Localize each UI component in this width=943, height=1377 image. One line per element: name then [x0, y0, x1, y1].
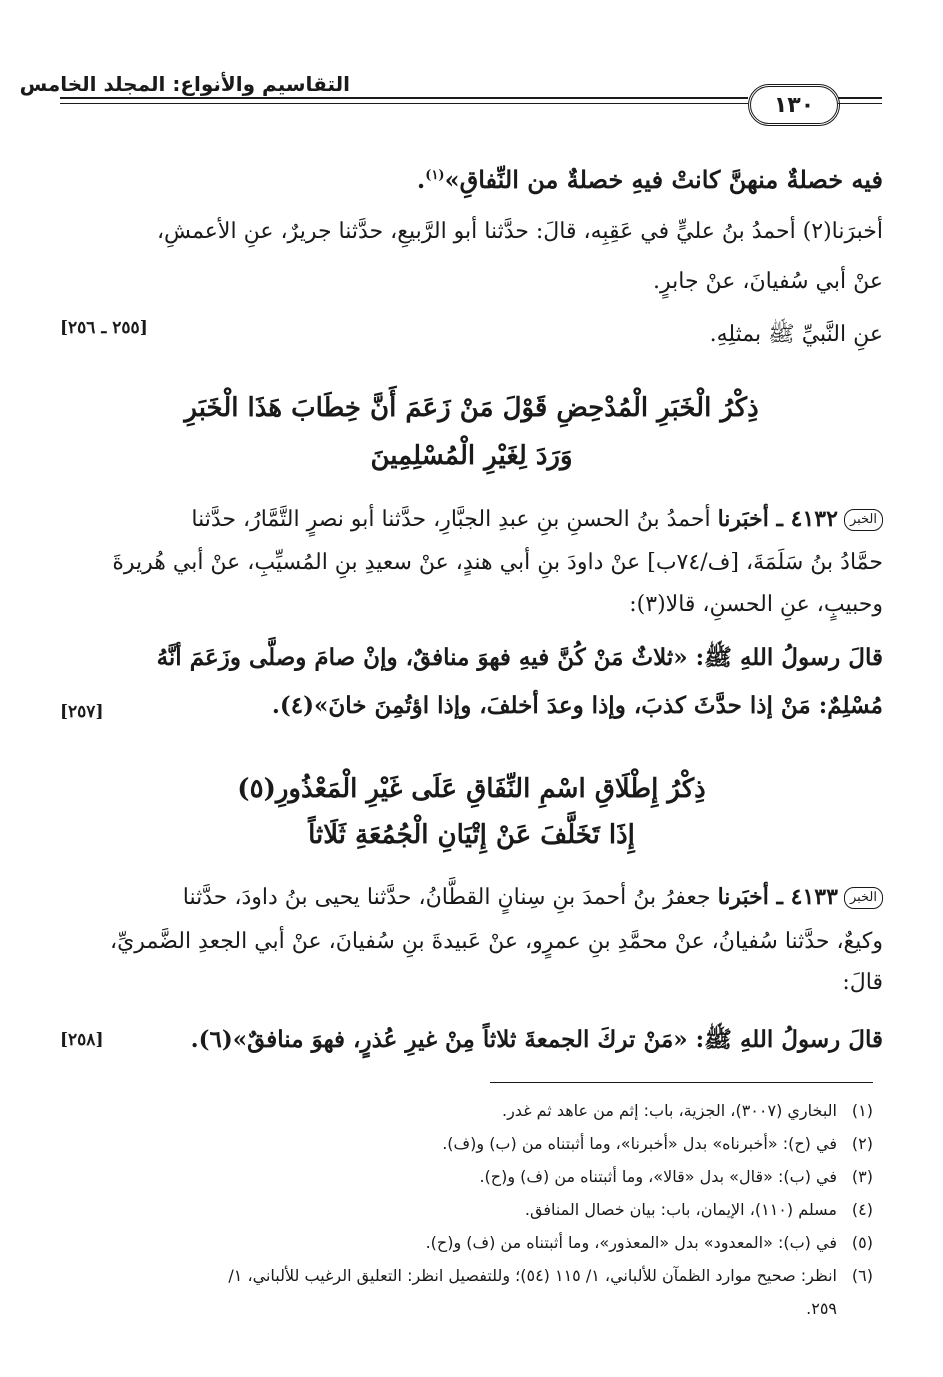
footnote-text: في (ح): «أخبرناه» بدل «أخبرنا»، وما أثبتناه من (ب) و(ف).: [442, 1134, 837, 1153]
section-heading: وَرَدَ لِغَيْرِ الْمُسْلِمِينَ: [370, 441, 573, 471]
footnote-number: (٤): [851, 1200, 873, 1219]
hadith-number: ٤١٣٣ ـ أخبَرنا: [717, 884, 838, 910]
header-rule-top: [60, 97, 748, 99]
footnote: [60, 1127, 873, 1160]
footnote: [60, 1226, 873, 1259]
continuation-text: فيه خصلةٌ منهنَّ كانتْ فيهِ خصلةٌ من النِّفاقِ»: [444, 165, 883, 194]
hadith-reference: [٢٥٧]: [60, 702, 104, 722]
footnote: [60, 1193, 873, 1226]
hadith-reference: [٢٥٥ ـ ٢٥٦]: [60, 318, 148, 338]
matn-line: عنِ النَّبيِّ ﷺ بمثلِهِ.: [709, 322, 883, 347]
hadith-isnad-line: قالَ:: [842, 970, 883, 995]
isnad-line: عنْ أبي سُفيانَ، عنْ جابرٍ.: [652, 269, 883, 294]
hadith-isnad-text: جعفرُ بنُ أحمدَ بنِ سِنانٍ القطَّانُ، حدَّثنا يحيى بنُ داودَ، حدَّثنا: [182, 885, 711, 910]
hadith-matn-line: مُسْلِمٌ: مَنْ إذا حدَّثَ كذبَ، وإذا وعدَ أخلفَ، وإذا اؤتُمِنَ خانَ»(٤).: [271, 692, 883, 719]
hadith-number: ٤١٣٢ ـ أخبَرنا: [717, 506, 838, 532]
hadith-isnad-line: وكيعٌ، حدَّثنا سُفيانُ، عنْ محمَّدِ بنِ عمرٍو، عنْ عَبيدةَ بنِ سُفيانَ، عنْ أبي الجعدِ الضَّمريِّ،: [109, 929, 883, 954]
header-rule-right-top: [838, 97, 882, 99]
footnote-text: انظر: صحيح موارد الظمآن للألباني، ١/ ١١٥ (٥٤)؛ وللتفصيل انظر: التعليق الرغيب للألباني، ١/: [228, 1266, 837, 1285]
footnote-text: مسلم (١١٠)، الإيمان، باب: بيان خصال المنافق.: [524, 1200, 837, 1219]
hadith-isnad-line: [60, 500, 883, 539]
footnote-separator: [490, 1082, 873, 1083]
section-heading: إِذَا تَخَلَّفَ عَنْ إِتْيَانِ الْجُمُعَةِ ثَلَاثاً: [308, 820, 635, 850]
hadith-isnad-line: [60, 878, 883, 917]
footnote-text: في (ب): «قال» بدل «قالا»، وما أثبتناه من (ف) و(ح).: [479, 1167, 837, 1186]
khabar-badge-icon: الخبر: [844, 509, 883, 531]
footnote-number: (٥): [851, 1233, 873, 1252]
section-heading: ذِكْرُ الْخَبَرِ الْمُدْحِضِ قَوْلَ مَنْ زَعَمَ أَنَّ خِطَابَ هَذَا الْخَبَرِ: [184, 393, 759, 423]
section-heading: ذِكْرُ إِطْلَاقِ اسْمِ النِّفَاقِ عَلَى غَيْرِ الْمَعْذُورِ(٥): [237, 774, 706, 804]
continuation-end: .: [416, 165, 426, 194]
footnote-number: (٢): [851, 1134, 873, 1153]
header-rule-bottom: [60, 103, 748, 104]
footnote-marker: (١): [425, 168, 445, 183]
footnote-number: (٣): [851, 1167, 873, 1186]
footnotes: [60, 1094, 873, 1325]
hadith-matn-line: قالَ رسولُ اللهِ ﷺ: «مَنْ تركَ الجمعةَ ثلاثاً مِنْ غيرِ عُذرٍ، فهوَ منافقٌ»(٦).: [190, 1026, 883, 1053]
hadith-isnad-line: حمَّادُ بنُ سَلَمَةَ، [ف/٧٤ب] عنْ داودَ بنِ أبي هندٍ، عنْ سعيدِ بنِ المُسيِّبِ، عنْ أبي هُريرةَ: [112, 550, 883, 575]
hadith-isnad-text: أحمدُ بنُ الحسنِ بنِ عبدِ الجبَّارِ، حدَّثنا أبو نصرٍ التَّمَّارُ، حدَّثنا: [191, 507, 711, 532]
khabar-badge-icon: الخبر: [844, 887, 883, 909]
footnote-text: في (ب): «المعدود» بدل «المعذور»، وما أثبتناه من (ف) و(ح).: [425, 1233, 837, 1252]
hadith-reference: [٢٥٨]: [60, 1030, 104, 1050]
footnote-continuation: [60, 1292, 873, 1325]
footnote-text: ٢٥٩.: [806, 1299, 837, 1318]
page-number-frame: [748, 84, 840, 126]
running-title: التقاسيم والأنواع: المجلد الخامس: [19, 72, 350, 96]
hadith-isnad-line: وحبيبٍ، عنِ الحسنِ، قالا(٣):: [629, 592, 883, 617]
isnad-line: أخبرَنا(٢) أحمدُ بنُ عليٍّ في عَقِبِه، قالَ: حدَّثنا أبو الرَّبيعِ، حدَّثنا جريرٌ، عنِ الأعمشِ،: [156, 219, 883, 244]
footnote: [60, 1094, 873, 1127]
footnote-number: (١): [851, 1101, 873, 1120]
footnote: [60, 1259, 873, 1292]
footnote: [60, 1160, 873, 1193]
footnote-number: (٦): [851, 1266, 873, 1285]
hadith-matn-line: قالَ رسولُ اللهِ ﷺ: «ثلاثٌ مَنْ كُنَّ فيهِ فهوَ منافقٌ، وإنْ صامَ وصلَّى وزَعَمَ أنَّهُ: [156, 644, 883, 671]
page-number: ١٣٠: [773, 92, 815, 118]
header-rule-right-bottom: [838, 103, 882, 104]
continuation-line: [60, 156, 883, 199]
footnote-text: البخاري (٣٠٠٧)، الجزية، باب: إثم من عاهد ثم غدر.: [501, 1101, 837, 1120]
